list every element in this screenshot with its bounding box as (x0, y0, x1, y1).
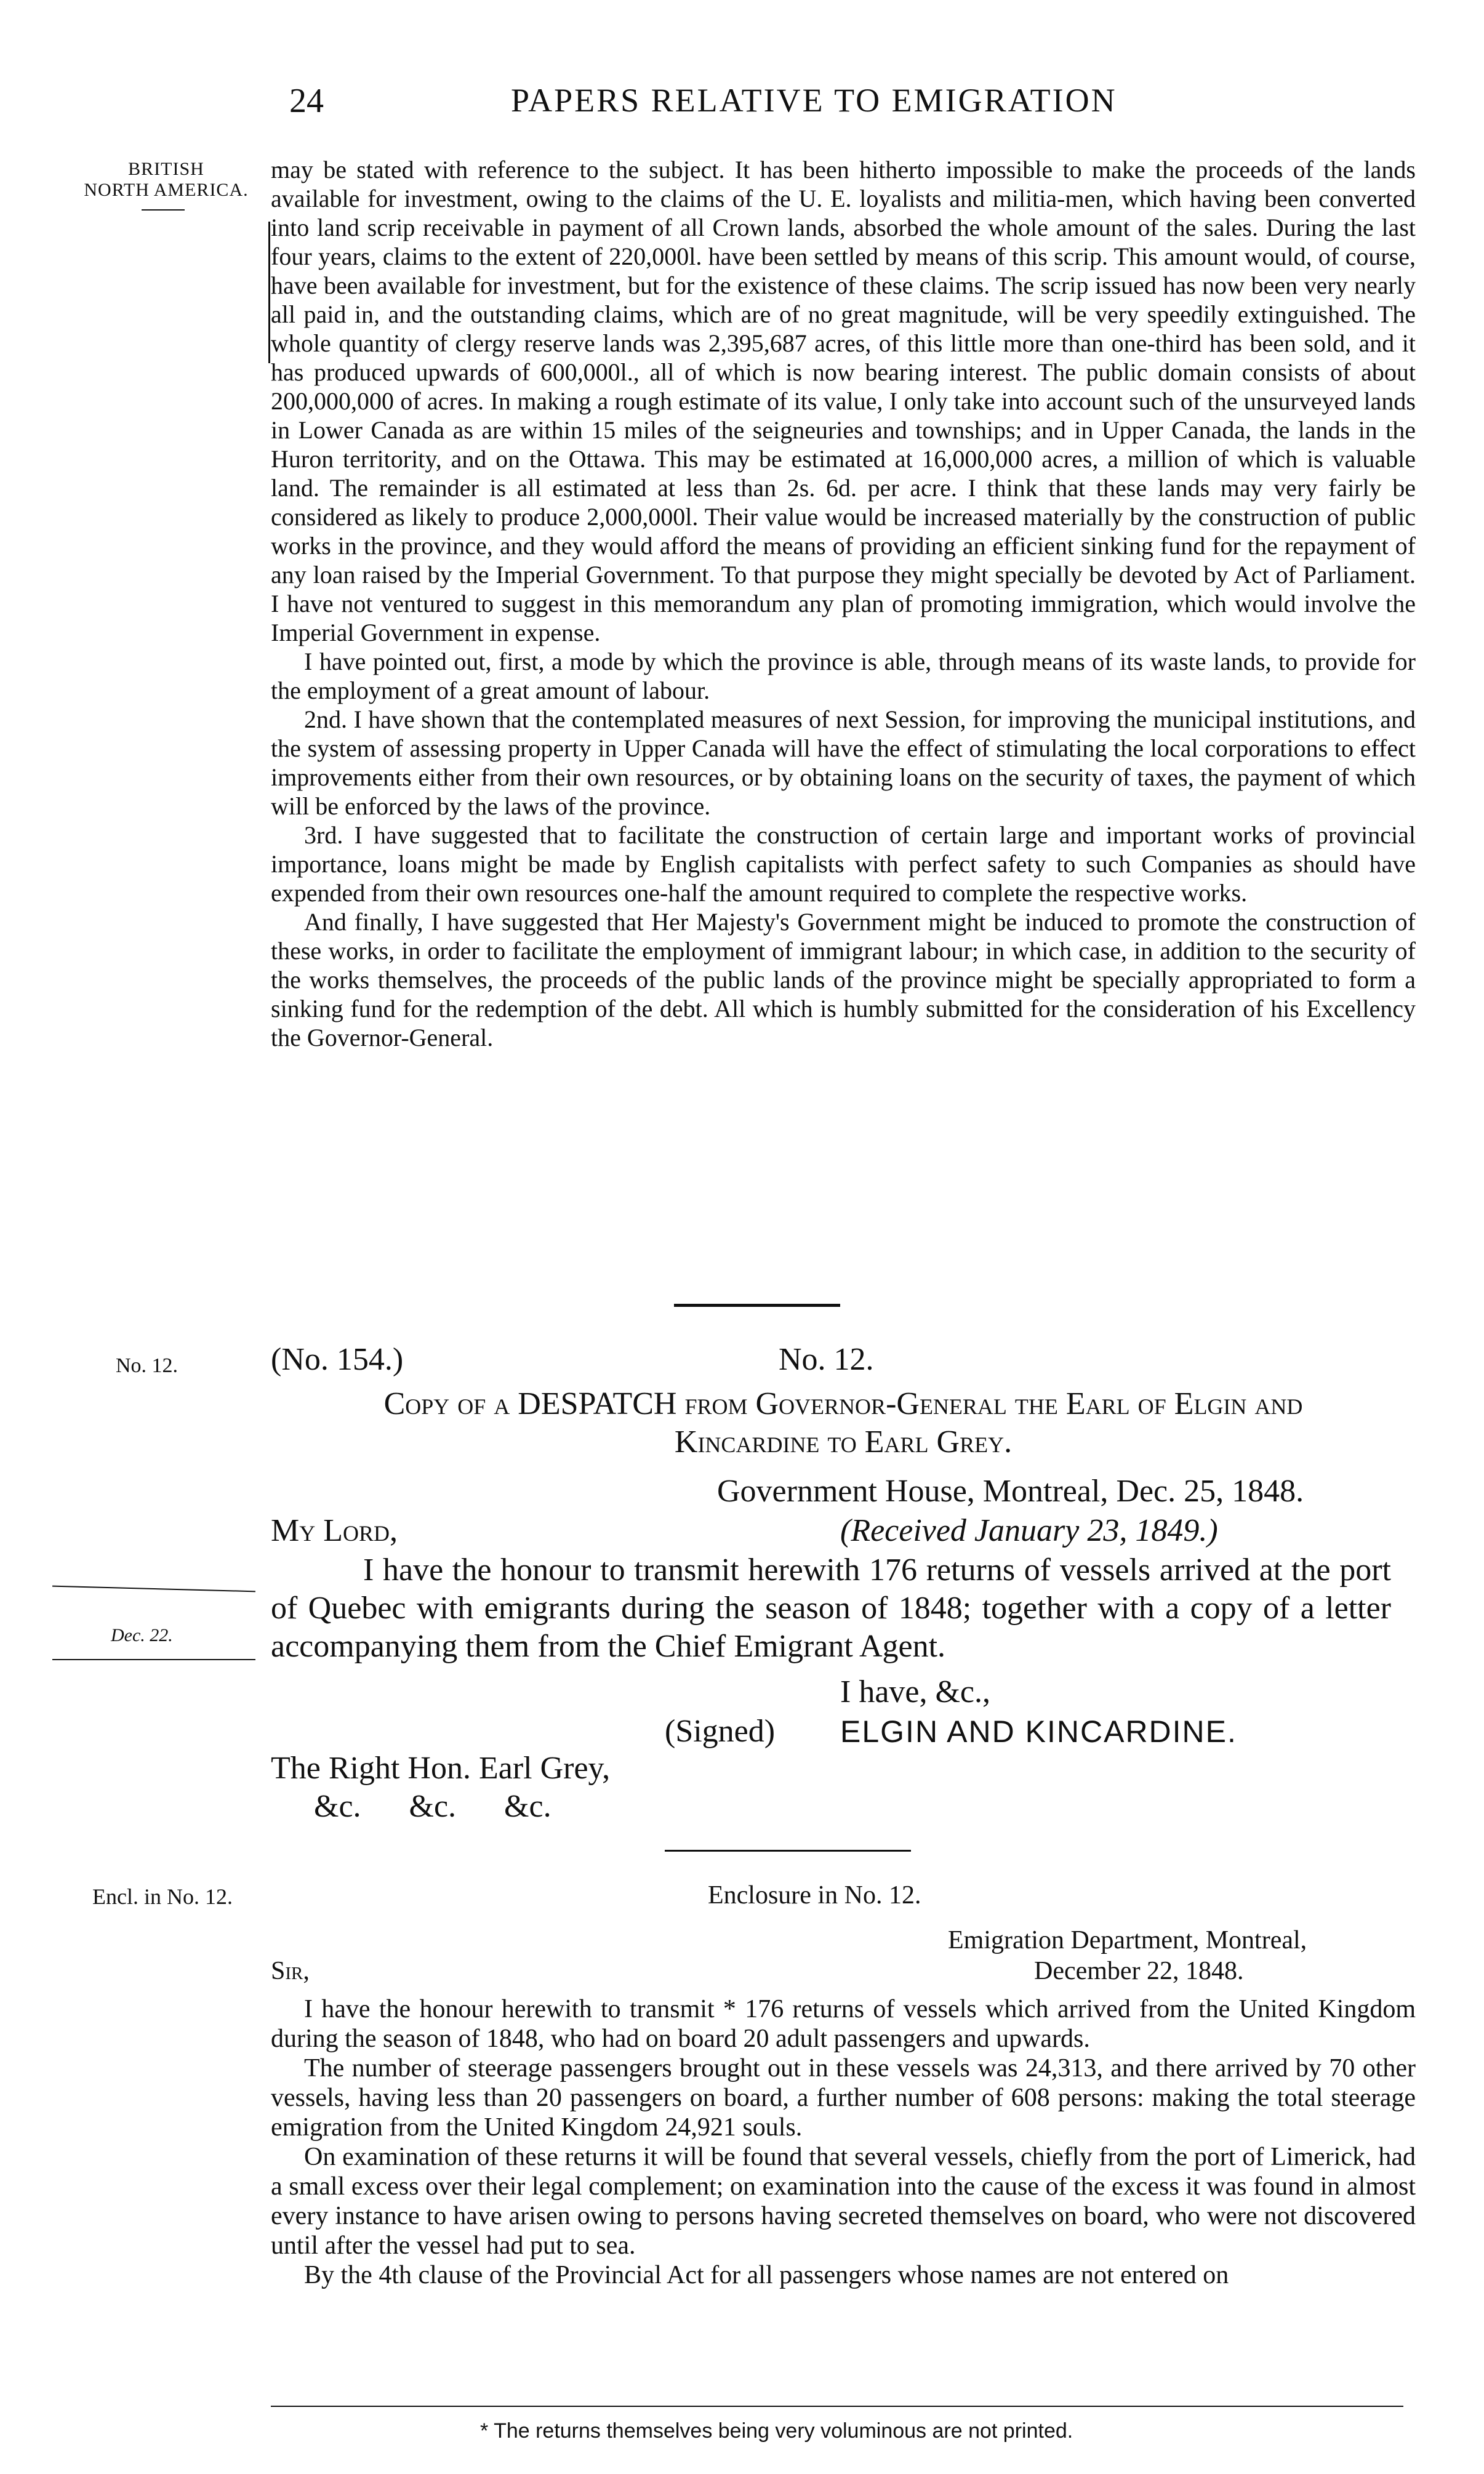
despatch-title-line2: Kincardine to Earl Grey. (674, 1424, 1013, 1460)
enclosure-paragraph-1: I have the honour herewith to transmit * 176 returns of vessels which arrived from the United Kingdom during the season of 1848, who had on board 20 adult passengers and upwards. (271, 1995, 1416, 2053)
despatch-place-date: Government House, Montreal, Dec. 25, 1848. (717, 1474, 1304, 1509)
footnote: * The returns themselves being very voluminous are not printed. (480, 2419, 1073, 2443)
margin-section-line2: NORTH AMERICA. (84, 180, 249, 200)
margin-vertical-bar (268, 222, 270, 363)
enclosure-body (271, 1994, 1416, 2290)
section-rule (674, 1304, 840, 1307)
margin-divider (142, 209, 185, 211)
body-paragraph-5: And finally, I have suggested that Her Majesty's Government might be induced to promote the construction of these works, in order to facilitate the employment of immigrant labour; in which case, in addition to the security of the works themselves, the proceeds of the public lands of the province might be specially appropriated to form a sinking fund for the redemption of the debt. All which is humbly submitted for the consideration of his Excellency the Governor-General. (271, 908, 1416, 1051)
margin-encl: Encl. in No. 12. (92, 1884, 233, 1909)
body-paragraph-3: 2nd. I have shown that the contemplated measures of next Session, for improving the municipal institutions, and the system of assessing property in Upper Canada will have the effect of stimulating the local corporations to effect improvements either from their own resources, or by obtaining loans on the security of taxes, the payment of which will be enforced by the laws of the province. (271, 705, 1416, 820)
despatch-signed: (Signed) (665, 1714, 776, 1749)
despatch-salutation: My Lord, (271, 1513, 398, 1548)
despatch-signature: ELGIN AND KINCARDINE. (840, 1714, 1237, 1749)
enclosure-paragraph-3: On examination of these returns it will be found that several vessels, chiefly from the port of Limerick, had a small excess over their legal complement; on examination into the cause of the excess it was found in almost every instance to have arisen owing to persons having secreted themselves on board, who were not discovered until after the vessel had put to sea. (271, 2143, 1416, 2260)
margin-section-line1: BRITISH (128, 159, 204, 179)
enclosure-rule (665, 1850, 911, 1852)
body-paragraph-2: I have pointed out, first, a mode by which the province is able, through means of its waste lands, to provide for the employment of a great amount of labour. (271, 648, 1416, 704)
despatch-etc: &c. &c. &c. (314, 1789, 551, 1824)
enclosure-heading: Enclosure in No. 12. (708, 1881, 921, 1910)
margin-underline (52, 1659, 255, 1660)
body-paragraph-4: 3rd. I have suggested that to facilitate the construction of certain large and important works of provincial importance, loans might be made by English capitalists with perfect safety to such Companies as should have expended from their own resources one-half the amount required to complete the respective works. (271, 821, 1416, 907)
enclosure-paragraph-2: The number of steerage passengers brought out in these vessels was 24,313, and there arrived by 70 other vessels, having less than 20 passengers on board, a further number of 608 persons: making the total steerage emigration from the United Kingdom 24,921 souls. (271, 2054, 1416, 2142)
despatch-closing: I have, &c., (840, 1674, 991, 1709)
enclosure-date: December 22, 1848. (1034, 1957, 1244, 1985)
footnote-rule (271, 2406, 1403, 2407)
body-paragraph-1: may be stated with reference to the subject. It has been hitherto impossible to make the proceeds of the lands available for investment, owing to the claims of the U. E. loyalists and militia-men, which having been converted into land scrip receivable in payment of all Crown lands, absorbed the whole amount of the sales. During the last four years, claims to the extent of 220,000l. have been settled by means of this scrip. This amount would, of course, have been available for investment, but for the existence of these claims. The scrip issued has now been very nearly all paid in, and the outstanding claims, which are of no great magnitude, will be very speedily extinguished. The whole quantity of clergy reserve lands was 2,395,687 acres, of this little more than one-third has been sold, and it has produced upwards of 600,000l., all of which is now bearing interest. The public domain consists of about 200,000,000 of acres. In making a rough estimate of its value, I only take into account such of the unsurveyed lands in Lower Canada as are within 15 miles of the seigneuries and townships; and in Upper Canada, the lands in the Huron territority, and on the Ottawa. This may be estimated at 16,000,000 acres, a million of which is valuable land. The remainder is all estimated at less than 2s. 6d. per acre. I think that these lands may very fairly be considered as likely to produce 2,000,000l. Their value would be increased materially by the construction of public works in the province, and they would afford the means of providing an efficient sinking fund for the repayment of any loan raised by the Imperial Government. To that purpose they might specially be devoted by Act of Parliament. I have not ventured to suggest in this memorandum any plan of promoting immigration, which would involve the Imperial Government in expense. (271, 156, 1416, 646)
running-title: PAPERS RELATIVE TO EMIGRATION (511, 82, 1117, 119)
margin-pointer-line (52, 1586, 255, 1592)
despatch-number: No. 12. (779, 1342, 874, 1377)
despatch-title-line1: Copy of a DESPATCH from Governor-General the Earl of Elgin and (383, 1386, 1303, 1421)
margin-dec22: Dec. 22. (111, 1625, 173, 1645)
memorandum-body (271, 155, 1416, 1052)
enclosure-dept: Emigration Department, Montreal, (948, 1926, 1307, 1954)
enclosure-paragraph-4: By the 4th clause of the Provincial Act for all passengers whose names are not entered on (304, 2261, 1229, 2289)
despatch-addressee: The Right Hon. Earl Grey, (271, 1751, 611, 1786)
margin-section-label (62, 159, 271, 201)
despatch-received: (Received January 23, 1849.) (840, 1513, 1218, 1548)
page-number: 24 (289, 82, 324, 120)
despatch-body: I have the honour to transmit herewith 176 returns of vessels arrived at the port of Quebec with emigrants during the season of 1848; together with a copy of a letter accompanying them from the Chief Emigrant Agent. (271, 1552, 1391, 1664)
margin-no12: No. 12. (116, 1354, 178, 1377)
enclosure-salutation: Sir, (271, 1957, 310, 1985)
despatch-title (271, 1385, 1416, 1461)
page-header (0, 81, 1484, 131)
despatch-ref: (No. 154.) (271, 1342, 404, 1377)
